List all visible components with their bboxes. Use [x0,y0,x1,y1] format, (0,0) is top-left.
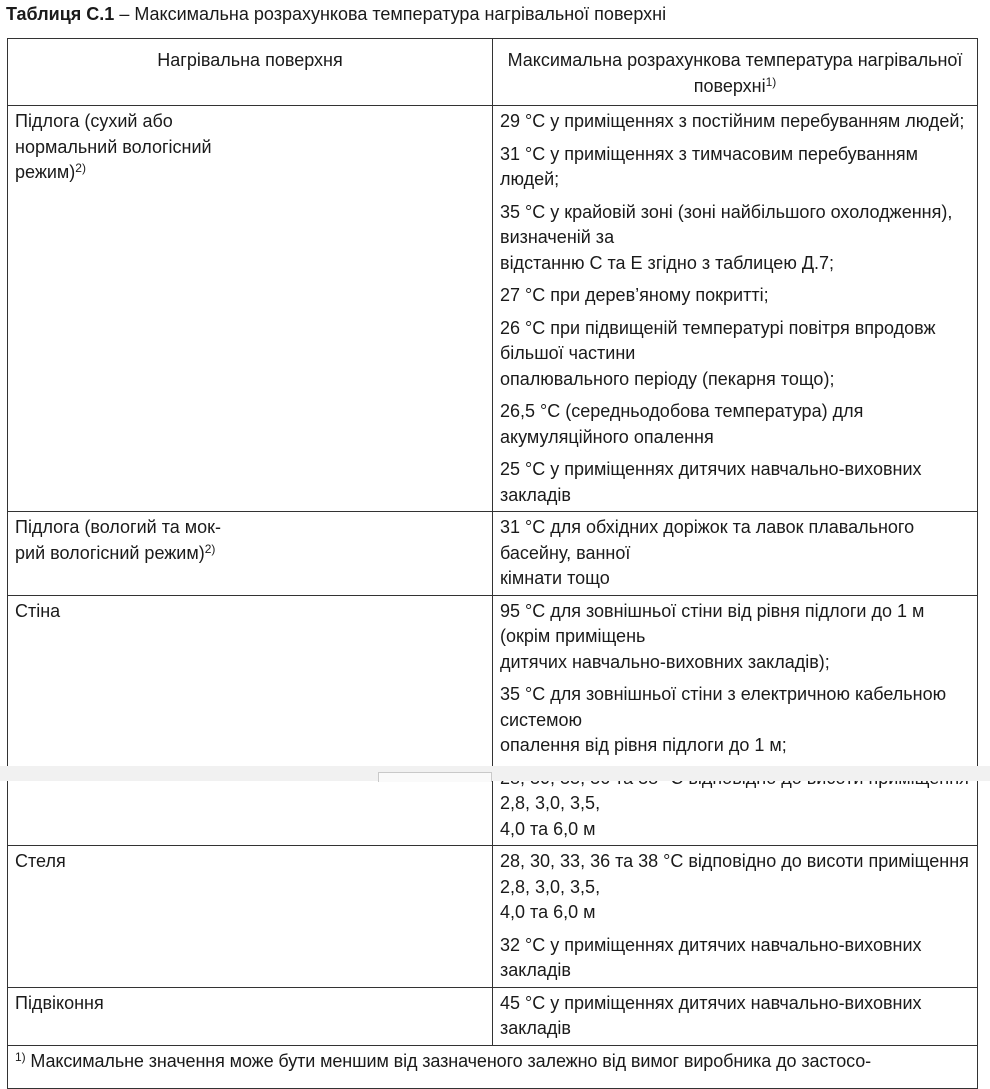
header-temperature-label: Максимальна розрахункова температура нагрівальної поверхні [507,50,963,96]
header-surface [8,39,493,106]
temperature-line: дитячих навчально-виховних закладів); [500,651,830,672]
temperature-line: 4,0 та 6,0 м [500,818,596,839]
surface-text: Стеля [15,851,66,871]
temperature-line: 26,5 °C (середньодобова температура) для акумуляційного опалення [500,401,864,447]
footnote-mark: 1) [15,1049,26,1064]
temperature-line: 31 °C для обхідних доріжок та лавок плавального басейну, ванної [500,517,915,563]
temperature-line: 95 °C для зовнішньої стіни від рівня підлоги до 1 м (окрім приміщень [500,600,925,646]
surface-line [15,991,485,1017]
footnote-row [8,1045,978,1088]
surface-line [15,160,485,186]
table-row [8,595,978,846]
surface-text: Стіна [15,600,61,621]
temperature-line: опалювального періоду (пекарня тощо); [500,368,835,389]
table-number: Таблиця С.1 [6,4,115,24]
temperature-cell [493,595,978,846]
temperature-item [500,682,970,759]
temperature-item [500,200,970,277]
footnote-ref: 2) [75,161,86,175]
table-body [8,106,978,1046]
header-row [8,39,978,106]
temperature-cell [493,987,978,1045]
table-row [8,846,978,988]
temperature-line: 2,8, 3,0, 3,5, [500,793,601,813]
temperature-item [500,316,970,393]
surface-text: рий вологісний режим) [15,542,205,563]
table-title: – Максимальна розрахункова температура нагрівальної поверхні [114,4,667,24]
surface-line [15,599,485,625]
temperature-line: 45 °C у приміщеннях дитячих навчально-виховних закладів [500,992,922,1038]
temperature-line: опалення від рівня підлоги до 1 м; [500,735,787,755]
temperature-item [500,849,970,926]
temperature-cell [493,106,978,512]
temperature-item [500,283,970,309]
temperature-cell [493,846,978,988]
temperature-item [500,109,970,135]
temperature-item [500,991,970,1042]
temperature-line: 27 °C при дерев’яному покритті; [500,285,769,305]
surface-cell [8,846,493,988]
footnote-cell [8,1045,978,1088]
temperature-line: 35 °C для зовнішньої стіни з електричною кабельною системою [500,684,947,730]
temperature-line: 29 °C у приміщеннях з постійним перебуванням людей; [500,111,965,131]
surface-cell [8,106,493,512]
surface-text: режим) [15,162,76,182]
footnote-ref: 2) [204,541,216,556]
temperature-item [500,515,970,592]
temperature-line: 25 °C у приміщеннях дитячих навчально-виховних закладів [500,459,922,505]
header-surface-label: Нагрівальна поверхня [157,50,343,70]
surface-line [15,849,485,875]
temperature-item [500,399,970,450]
temperature-line: 31 °C у приміщеннях з тимчасовим перебуванням людей; [500,143,919,189]
surface-line [15,515,485,541]
surface-cell [8,512,493,596]
temperature-table [7,38,978,1089]
table-caption [6,3,666,25]
surface-line [15,109,485,135]
temperature-item [500,933,970,984]
temperature-item [500,599,970,676]
table-row [8,987,978,1045]
surface-cell [8,987,493,1045]
surface-text: нормальний вологісний [15,136,212,157]
surface-text: Підлога (вологий та мок- [15,517,222,537]
surface-line [15,135,485,161]
temperature-line: відстанню С та Е згідно з таблицею Д.7; [500,252,835,273]
temperature-item [500,142,970,193]
temperature-cell [493,512,978,596]
temperature-line: 26 °C при підвищеній температурі повітря впродовж більшої частини [500,317,936,363]
footnote-ref: 1) [765,74,777,89]
table-row [8,512,978,596]
surface-cell [8,595,493,846]
temperature-line: кімнати тощо [500,568,610,588]
table-row [8,106,978,512]
temperature-line: 32 °C у приміщеннях дитячих навчально-виховних закладів [500,934,922,980]
surface-text: Підвіконня [15,992,104,1013]
viewer-bottom-bar [0,766,990,781]
temperature-line: 28, 30, 33, 36 та 38 °C відповідно до висоти приміщення 2,8, 3,0, 3,5, [500,851,969,897]
temperature-line: 4,0 та 6,0 м [500,902,596,922]
temperature-line: 35 °C у крайовій зоні (зоні найбільшого охолодження), визначеній за [500,201,953,247]
temperature-item [500,457,970,508]
header-temperature [493,39,978,106]
surface-line [15,541,485,567]
footnote-text: Максимальне значення може бути меншим від зазначеного залежно від вимог виробника до застосо- [25,1050,872,1071]
surface-text: Підлога (сухий або [15,111,173,131]
